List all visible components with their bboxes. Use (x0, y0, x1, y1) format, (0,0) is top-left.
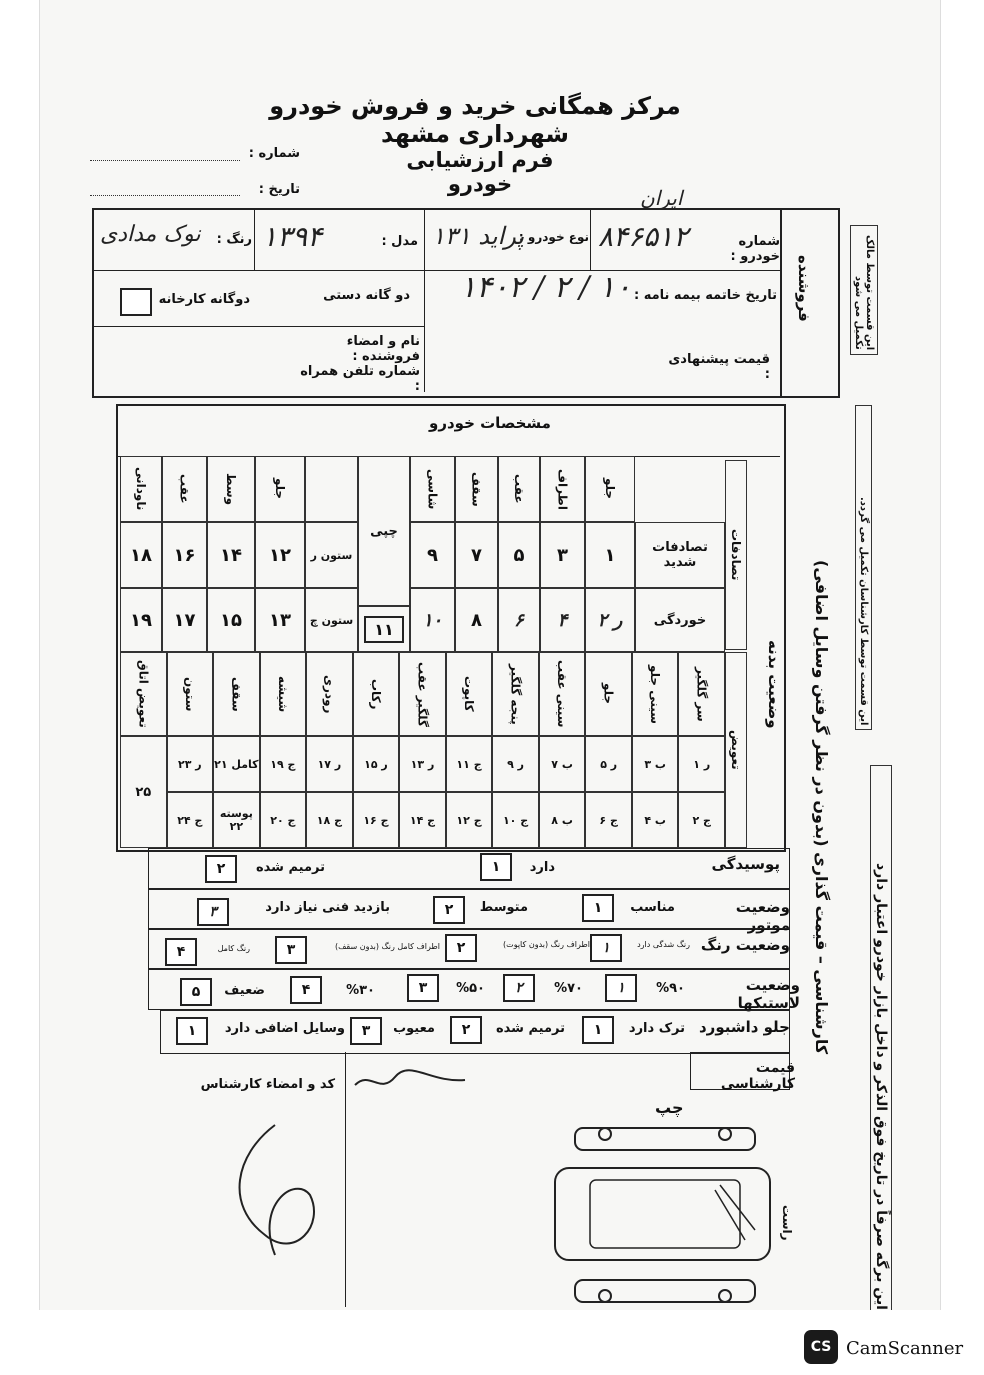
insurance-value: ۱۴۰۲ / ۲ / ۱۰ (460, 270, 632, 305)
minor-4[interactable]: ۴ (540, 588, 585, 652)
severe-5[interactable]: ۵ (498, 522, 540, 588)
type-value: پراید ۱۳۱ (432, 222, 525, 250)
dash-opt2: ترمیم شده (495, 1021, 565, 1036)
replace-bottom-1[interactable]: ب ۴ (632, 792, 679, 848)
seller-section-label: فروشنده (795, 255, 813, 322)
paint-opt4-box[interactable]: ۴ (165, 938, 197, 966)
tires-opt3: %۵۰ (456, 981, 485, 996)
minor-6[interactable]: ۶ (498, 588, 540, 652)
top-h-front: جلو (585, 456, 635, 522)
col-label-2: ستون چ (305, 588, 358, 652)
replace-bottom-10[interactable]: پوسته ۲۲ (213, 792, 260, 848)
replace-top-11[interactable]: ر ۲۳ (167, 736, 214, 792)
engine-opt3-box[interactable]: ۳ (197, 898, 229, 926)
box-11[interactable]: ۱۱ (358, 606, 410, 652)
replace-header-1: سینی جلو (632, 652, 679, 736)
replace-top-5[interactable]: ج ۱۱ (446, 736, 493, 792)
model-label: مدل : (381, 234, 418, 249)
color-label: رنگ : (216, 232, 252, 247)
top-h-chassis: شاسی (410, 456, 455, 522)
replace-top-6[interactable]: ر ۱۳ (399, 736, 446, 792)
number-label: شماره : (248, 146, 300, 161)
expert-label: کارشناسی – قیمت گذاری (بدون در نظر گرفتن وسایل اضافی) (812, 560, 831, 1055)
dash-opt2-box[interactable]: ۲ (450, 1016, 482, 1044)
engine-opt1: مناسب (630, 900, 675, 915)
replace-bottom-7[interactable]: ج ۱۶ (353, 792, 400, 848)
form-subtitle: فرم ارزشیابی خودرو (406, 148, 554, 196)
right-side-label: راست (780, 1205, 794, 1241)
dash-opt1-box[interactable]: ۱ (582, 1016, 614, 1044)
replace-header-7: رکاب (353, 652, 400, 736)
rust-opt2: ترمیم شده (255, 860, 325, 875)
top-h-sides: اطراف (540, 456, 585, 522)
top-h-left: چپی (358, 456, 410, 606)
replace-bottom-11[interactable]: ج ۲۴ (167, 792, 214, 848)
replace-label: تعویض (725, 652, 747, 848)
car-diagram (545, 1120, 780, 1310)
tires-opt4-box[interactable]: ۴ (290, 976, 322, 1004)
specs-side-note: این قسمت توسط کارشناسان تکمیل می گردد. (855, 405, 872, 730)
footer-bar (0, 1310, 984, 1375)
date-line (90, 195, 240, 196)
minor-label: خوردگی (635, 588, 725, 652)
col-blank (305, 456, 358, 522)
replace-top-4[interactable]: ر ۹ (492, 736, 539, 792)
rust-opt1: دارد (529, 860, 555, 875)
replace-header-3: سینی عقب (539, 652, 586, 736)
specs-title: مشخصات خودرو (429, 414, 551, 432)
replace-bottom-9[interactable]: ج ۲۰ (260, 792, 307, 848)
factory-key-checkbox[interactable] (120, 288, 152, 316)
tires-label: وضعیت لاستیکها (737, 976, 800, 1012)
replace-bottom-5[interactable]: ج ۱۲ (446, 792, 493, 848)
left-16[interactable]: ۱۶ (162, 522, 207, 588)
tires-opt2: %۷۰ (554, 981, 583, 996)
replace-top-0[interactable]: ر ۱ (678, 736, 725, 792)
price-label: قیمت پیشنهادی : (668, 352, 770, 382)
engine-opt2-box[interactable]: ۲ (433, 896, 465, 924)
top-h-roof: سقف (455, 456, 498, 522)
tires-opt3-box[interactable]: ۳ (407, 974, 439, 1002)
replace-top-2[interactable]: ر ۵ (585, 736, 632, 792)
number-line (90, 160, 240, 161)
minor-8[interactable]: ۸ (455, 588, 498, 652)
left-14[interactable]: ۱۴ (207, 522, 255, 588)
accessories-box[interactable]: ۱ (176, 1017, 208, 1045)
replace-header-8: رودری (306, 652, 353, 736)
disclaimer: این برگه صرفاً در تاریخ فوق الذکر و داخل بازار خودرو اعتبار دارد (870, 765, 892, 1315)
severe-7[interactable]: ۷ (455, 522, 498, 588)
dash-label: جلو داشبورد (698, 1018, 790, 1036)
left-h-gutter: ناودانی (120, 456, 162, 522)
tires-opt4: %۳۰ (346, 983, 375, 998)
paint-opt1: رنگ شدگی دارد (637, 940, 690, 949)
paint-label: وضعیت رنگ (700, 936, 790, 954)
replace-bottom-8[interactable]: ج ۱۸ (306, 792, 353, 848)
replace-top-7[interactable]: ر ۱۵ (353, 736, 400, 792)
dash-opt3: معیوب (393, 1021, 435, 1036)
replace-header-11: ستون (167, 652, 214, 736)
replace-cell-12[interactable]: ۲۵ (120, 736, 167, 848)
engine-opt2: متوسط (479, 900, 528, 915)
replace-header-6: گلگیر عقب (399, 652, 446, 736)
paint-opt2: اطراف رنگ (بدون کاپوت) (503, 940, 590, 949)
minor-2[interactable]: ر ۲ (585, 588, 635, 652)
severe-9[interactable]: ۹ (410, 522, 455, 588)
replace-header-2: جلو (585, 652, 632, 736)
plate-value: ۸۴۶۵۱۲ (598, 220, 689, 253)
body-status-label: وضعیت بدنه (765, 640, 783, 729)
dash-opt3-box[interactable]: ۳ (350, 1017, 382, 1045)
top-h-rear: عقب (498, 456, 540, 522)
left-13[interactable]: ۱۳ (255, 588, 305, 652)
left-15[interactable]: ۱۵ (207, 588, 255, 652)
factory-key-label: دوگانه کارخانه (158, 292, 250, 307)
expert-price-label: قیمت کارشناسی (720, 1060, 795, 1092)
accidents-label: تصادفات (725, 460, 747, 650)
replace-top-1[interactable]: ب ۳ (632, 736, 679, 792)
expert-price-scribble (350, 1065, 470, 1095)
tires-opt2-box[interactable]: ۲ (503, 974, 535, 1002)
severe-1[interactable]: ۱ (585, 522, 635, 588)
seller-phone-label: شماره تلفن همراه : (300, 364, 420, 394)
plate-label: شماره خودرو : (730, 234, 780, 264)
left-side-label: چپ (655, 1098, 684, 1117)
engine-label: وضعیت موتور (735, 898, 790, 934)
paint-opt4: رنگ کامل (217, 944, 250, 953)
tires-opt1-box[interactable]: ۱ (605, 974, 637, 1002)
severe-3[interactable]: ۳ (540, 522, 585, 588)
col-label-1: ستون ر (305, 522, 358, 588)
paint-opt3-box[interactable]: ۳ (275, 936, 307, 964)
replace-header-0: سر گلگیر (678, 652, 725, 736)
rust-opt1-box[interactable]: ۱ (480, 853, 512, 881)
rust-opt2-box[interactable]: ۲ (205, 855, 237, 883)
manual-key-label: دو گانه دستی (323, 288, 410, 303)
type-label: نوع خودرو : (518, 230, 589, 244)
seller-note: این قسمت توسط مالک تکمیل می شود (850, 225, 878, 355)
replace-header-9: شیشه (260, 652, 307, 736)
expert-signature (215, 1115, 345, 1275)
left-h-middle: وسط (207, 456, 255, 522)
replace-bottom-6[interactable]: ج ۱۴ (399, 792, 446, 848)
form-title: مرکز همگانی خرید و فروش خودرو شهرداری مشهد (269, 92, 681, 148)
paint-opt3: اطراف کامل رنگ (بدون سقف) (335, 942, 440, 951)
model-value: ۱۳۹۴ (262, 220, 323, 253)
replace-bottom-3[interactable]: ب ۸ (539, 792, 586, 848)
replace-top-10[interactable]: کامل ۲۱ (213, 736, 260, 792)
left-18[interactable]: ۱۸ (120, 522, 162, 588)
replace-bottom-2[interactable]: ج ۶ (585, 792, 632, 848)
engine-opt3: بازدید فنی نیاز دارد (265, 900, 390, 915)
color-value: نوک مدادی (100, 222, 201, 247)
replace-header-10: سقف (213, 652, 260, 736)
tires-opt5-box[interactable]: ۵ (180, 978, 212, 1006)
left-h-front: جلو (255, 456, 305, 522)
accessories-label: وسایل اضافی دارد (224, 1021, 345, 1036)
paint-opt1-box[interactable]: ۱ (590, 934, 622, 962)
replace-bottom-4[interactable]: ج ۱۰ (492, 792, 539, 848)
replace-top-9[interactable]: ج ۱۹ (260, 736, 307, 792)
left-17[interactable]: ۱۷ (162, 588, 207, 652)
left-12[interactable]: ۱۲ (255, 522, 305, 588)
minor-10[interactable]: ۱۰ (410, 588, 455, 652)
date-label: تاریخ : (258, 182, 300, 197)
camscanner-logo: CS (804, 1330, 838, 1364)
replace-top-3[interactable]: ب ۷ (539, 736, 586, 792)
tires-opt5: ضعیف (224, 983, 265, 998)
engine-opt1-box[interactable]: ۱ (582, 894, 614, 922)
camscanner-brand: CamScanner (846, 1338, 964, 1359)
tires-opt1: %۹۰ (656, 981, 685, 996)
paint-opt2-box[interactable]: ۲ (445, 934, 477, 962)
replace-header-5: کاپوت (446, 652, 493, 736)
plate-extra: ایران (640, 186, 683, 210)
left-h-rear: عقب (162, 456, 207, 522)
dash-opt1: ترک دارد (628, 1021, 685, 1036)
replace-header-12: تعویض اتاق (120, 652, 167, 736)
left-19[interactable]: ۱۹ (120, 588, 162, 652)
insurance-label: تاریخ خاتمه بیمه نامه : (633, 288, 777, 303)
severe-label: تصادفات شدید (635, 522, 725, 588)
rust-label: پوسیدگی (711, 855, 780, 873)
expert-sign-label: کد و امضاء کارشناس (200, 1077, 335, 1092)
replace-top-8[interactable]: ر ۱۷ (306, 736, 353, 792)
replace-header-4: پنجه گلگیر (492, 652, 539, 736)
replace-bottom-0[interactable]: ج ۲ (678, 792, 725, 848)
seller-name-label: نام و امضاء فروشنده : (346, 334, 420, 364)
